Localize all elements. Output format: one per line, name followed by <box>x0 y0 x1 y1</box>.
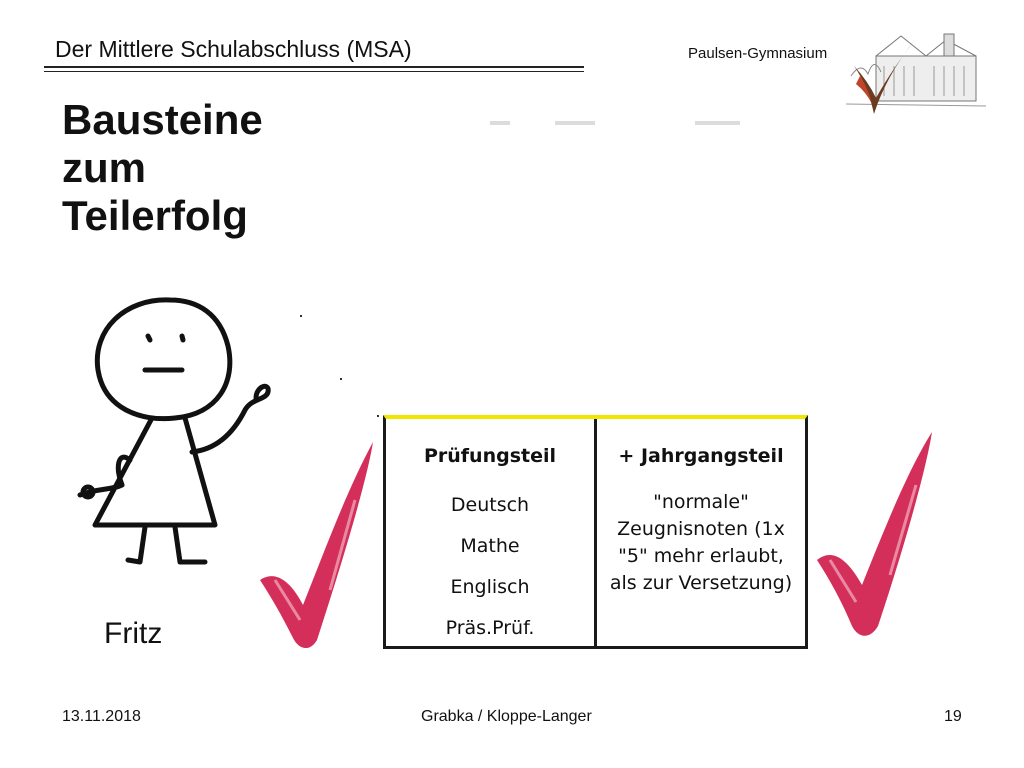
stick-figure-drawing <box>70 290 280 580</box>
header-divider <box>44 66 584 68</box>
exam-parts-table <box>383 415 808 649</box>
header-title: Der Mittlere Schulabschluss (MSA) <box>55 36 412 62</box>
checkmark-icon <box>812 430 937 640</box>
faint-smudge <box>490 114 750 122</box>
exam-subject: Englisch <box>450 576 530 598</box>
stray-dot <box>300 315 302 317</box>
stray-dot <box>340 378 342 380</box>
exam-part-header: Prüfungsteil <box>423 445 557 467</box>
slide-title-line-1: Bausteine <box>62 96 263 143</box>
year-part-header: + Jahrgangsteil <box>618 445 784 467</box>
footer-page-number: 19 <box>944 708 962 725</box>
footer-authors: Grabka / Kloppe-Langer <box>421 708 592 725</box>
year-part-description: "normale" Zeugnisnoten (1x "5" mehr erlaubt, als zur Versetzung) <box>609 491 793 594</box>
exam-part-column <box>386 419 594 646</box>
school-logo <box>846 26 986 118</box>
slide-title <box>62 96 263 240</box>
slide-title-line-2: zum <box>62 144 146 191</box>
exam-subject: Präs.Prüf. <box>445 617 535 639</box>
figure-name-label: Fritz <box>104 617 163 650</box>
exam-subject: Deutsch <box>450 494 530 516</box>
header-divider-thin <box>44 71 584 72</box>
footer-date: 13.11.2018 <box>62 708 141 725</box>
slide-title-line-3: Teilerfolg <box>62 192 248 239</box>
year-part-column <box>594 419 805 646</box>
stray-dot <box>377 415 379 417</box>
exam-subject: Mathe <box>460 535 520 557</box>
school-name: Paulsen-Gymnasium <box>688 45 828 62</box>
checkmark-icon <box>255 440 375 650</box>
